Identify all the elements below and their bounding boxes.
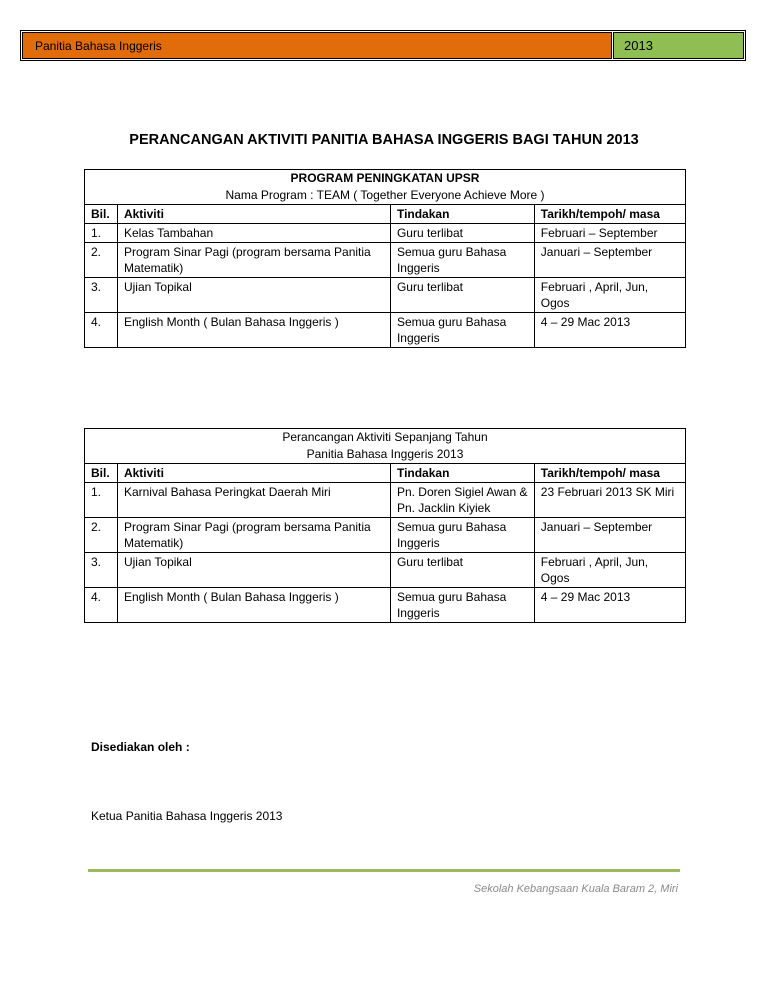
page-header [20, 30, 746, 61]
header-year: 2013 [613, 32, 744, 59]
table-row [85, 518, 686, 553]
table-heading-line1: PROGRAM PENINGKATAN UPSR [290, 171, 480, 185]
header-title: Panitia Bahasa Inggeris [22, 32, 612, 59]
signatory-title: Ketua Panitia Bahasa Inggeris 2013 [91, 809, 283, 823]
column-header-bil: Bil. [85, 205, 118, 224]
cell-tarikh: Februari , April, Jun, Ogos [534, 278, 685, 313]
footer-divider [88, 869, 680, 872]
cell-tindakan: Guru terlibat [390, 278, 534, 313]
cell-tarikh: Januari – September [534, 243, 685, 278]
yearly-activity-table [84, 428, 686, 623]
table-row [85, 313, 686, 348]
cell-tindakan: Guru terlibat [390, 224, 534, 243]
cell-tarikh: Februari – September [534, 224, 685, 243]
table-header-row [85, 205, 686, 224]
cell-bil: 2. [85, 518, 118, 553]
table-header-row [85, 464, 686, 483]
column-header-tindakan: Tindakan [390, 205, 534, 224]
column-header-tarikh: Tarikh/tempoh/ masa [534, 205, 685, 224]
cell-bil: 3. [85, 553, 118, 588]
cell-tindakan: Pn. Doren Sigiel Awan & Pn. Jacklin Kiyiek [390, 483, 534, 518]
cell-tindakan: Guru terlibat [390, 553, 534, 588]
column-header-aktiviti: Aktiviti [117, 464, 390, 483]
cell-aktiviti: English Month ( Bulan Bahasa Inggeris ) [117, 313, 390, 348]
cell-bil: 4. [85, 313, 118, 348]
cell-bil: 2. [85, 243, 118, 278]
footer-school-name: Sekolah Kebangsaan Kuala Baram 2, Miri [473, 883, 678, 895]
cell-tindakan: Semua guru Bahasa Inggeris [390, 588, 534, 623]
table-heading [85, 170, 686, 205]
table-heading-line2: Nama Program : TEAM ( Together Everyone Achieve More ) [225, 188, 545, 202]
table-heading-line1: Perancangan Aktiviti Sepanjang Tahun [282, 430, 488, 444]
cell-aktiviti: Ujian Topikal [117, 278, 390, 313]
cell-aktiviti: English Month ( Bulan Bahasa Inggeris ) [117, 588, 390, 623]
cell-aktiviti: Ujian Topikal [117, 553, 390, 588]
table-row [85, 588, 686, 623]
column-header-bil: Bil. [85, 464, 118, 483]
table-heading-line2: Panitia Bahasa Inggeris 2013 [306, 447, 464, 461]
table-row [85, 243, 686, 278]
cell-tarikh: Februari , April, Jun, Ogos [534, 553, 685, 588]
cell-tindakan: Semua guru Bahasa Inggeris [390, 313, 534, 348]
cell-bil: 4. [85, 588, 118, 623]
cell-tarikh: 4 – 29 Mac 2013 [534, 588, 685, 623]
cell-tarikh: 23 Februari 2013 SK Miri [534, 483, 685, 518]
upsr-program-table [84, 169, 686, 348]
cell-tindakan: Semua guru Bahasa Inggeris [390, 243, 534, 278]
cell-aktiviti: Program Sinar Pagi (program bersama Panitia Matematik) [117, 518, 390, 553]
cell-aktiviti: Karnival Bahasa Peringkat Daerah Miri [117, 483, 390, 518]
cell-tarikh: 4 – 29 Mac 2013 [534, 313, 685, 348]
prepared-by-label: Disediakan oleh : [91, 740, 190, 754]
cell-bil: 1. [85, 224, 118, 243]
table-row [85, 483, 686, 518]
cell-tarikh: Januari – September [534, 518, 685, 553]
table-row [85, 224, 686, 243]
cell-bil: 3. [85, 278, 118, 313]
cell-aktiviti: Program Sinar Pagi (program bersama Panitia Matematik) [117, 243, 390, 278]
document-title: PERANCANGAN AKTIVITI PANITIA BAHASA INGGERIS BAGI TAHUN 2013 [129, 132, 639, 148]
cell-tindakan: Semua guru Bahasa Inggeris [390, 518, 534, 553]
table-row [85, 278, 686, 313]
column-header-tindakan: Tindakan [390, 464, 534, 483]
table-row [85, 553, 686, 588]
column-header-tarikh: Tarikh/tempoh/ masa [534, 464, 685, 483]
cell-aktiviti: Kelas Tambahan [117, 224, 390, 243]
cell-bil: 1. [85, 483, 118, 518]
table-heading [85, 429, 686, 464]
column-header-aktiviti: Aktiviti [117, 205, 390, 224]
